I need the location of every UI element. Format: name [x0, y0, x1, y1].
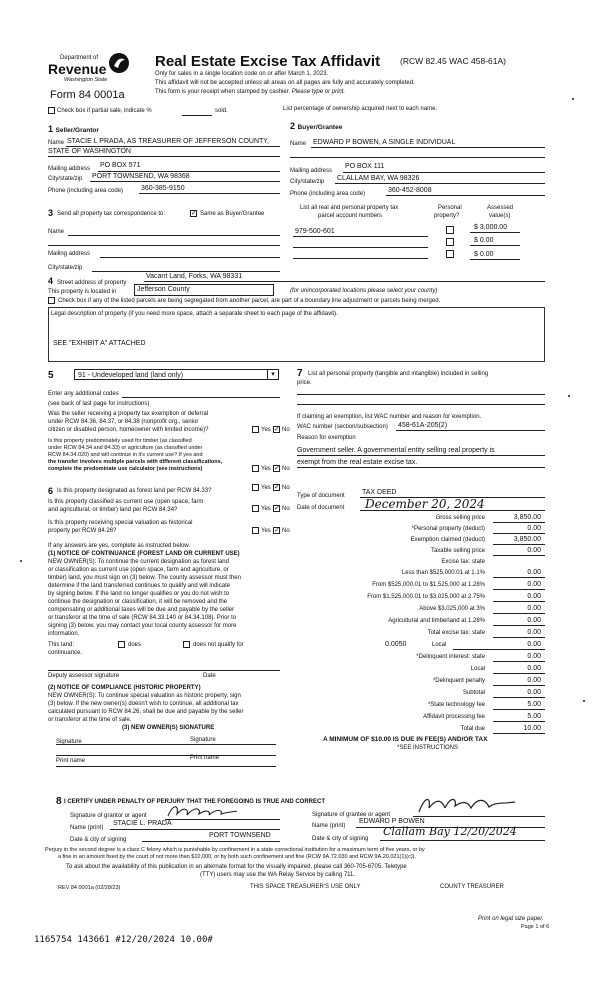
legal-label: Legal description of property (if you need more space, attach a separate sheet to each page of the affidavit).	[51, 311, 338, 317]
exemption-claim-label: If claiming an exemption, list WAC number and reason for exemption.	[297, 414, 482, 420]
notice2-line: or transferor at the time of sale.	[48, 717, 132, 723]
parcel-col3: Assessed	[487, 205, 514, 211]
tax-row-label: Exemption claimed (deduct)	[410, 537, 485, 543]
scan-speck	[572, 98, 574, 100]
deputy-sig-label: Deputy assessor signature	[48, 673, 120, 679]
notice1-line: continue the designation or classification, it will be removed and the	[48, 599, 228, 605]
tax-row-value[interactable]: 0.00	[527, 677, 541, 684]
tax-row-value[interactable]: 0.00	[527, 605, 541, 612]
tax-row-underline	[493, 661, 545, 662]
parcel-value-3[interactable]: $ 0.00	[474, 251, 494, 258]
tax-row-value[interactable]: 0.00	[527, 653, 541, 660]
tax-row-label: Total due	[460, 726, 485, 732]
notice1-line: determine if the land transferred continues to qualify and will indicate	[48, 583, 231, 589]
s6-q2a: Is this property classified as current use (open space, farm	[48, 499, 204, 505]
scan-speck	[568, 395, 570, 397]
new-owner-sig-label-1: Signature	[56, 739, 82, 745]
tax-row-value[interactable]: 0.00	[527, 547, 541, 554]
local-value[interactable]: 0.00	[527, 641, 541, 648]
grantee-date-city-label: Date & city of signing	[312, 836, 369, 842]
tax-row-label: *Personal property (deduct)	[411, 526, 485, 532]
seller-heading: 1 Seller/Grantor	[48, 124, 99, 134]
tax-row-value[interactable]: 0.00	[527, 629, 541, 636]
notice-line3: This form is your receipt when stamped by cashier. Please type or print.	[155, 89, 346, 95]
this-land-label: This land:	[48, 642, 75, 648]
s5-q2c: RCW 84.34.020) and will continue in it's current use? If yes and	[48, 452, 203, 458]
corr-name-label: Name	[48, 229, 65, 235]
section8-num: 8	[56, 796, 62, 807]
tax-row-label: Gross selling price	[435, 515, 485, 521]
dept-line1: Department of	[60, 55, 99, 61]
segregated-checkbox[interactable]	[48, 297, 55, 304]
tax-row-label: From $1,525,000.01 to $3,025,000 at 2.75%	[367, 594, 485, 600]
tax-row-underline	[493, 601, 545, 602]
grantee-signature[interactable]	[415, 794, 520, 816]
land-does-not-checkbox[interactable]	[183, 641, 190, 648]
revenue-logo-icon	[108, 52, 130, 74]
s5-q2-no-label: No	[282, 466, 290, 472]
new-owner-print-label-1: Print name	[56, 758, 86, 764]
grantor-sig-label: Signature of grantor or agent	[70, 813, 147, 819]
tty-line: (TTY) users may use the WA Relay Service by calling 711.	[200, 872, 356, 878]
s5-q2-yes[interactable]	[252, 465, 259, 472]
tax-row-underline	[493, 721, 545, 722]
seller-city-label: City/state/zip	[48, 176, 83, 182]
seller-name-value[interactable]: STACIE L PRADA, AS TREASURER OF JEFFERSON COUNTY,	[67, 138, 270, 145]
tax-row-label: From $525,000.01 to $1,525,000 at 1.28%	[372, 582, 485, 588]
seller-city-value[interactable]: PORT TOWNSEND, WA 98368	[92, 173, 190, 180]
grantor-name-value[interactable]: STACIE L. PRADA	[113, 820, 172, 827]
grantee-sig-label: Signature of grantee or agent	[312, 812, 391, 818]
s6-q1-yes[interactable]	[252, 484, 259, 491]
tax-row-underline	[493, 673, 545, 674]
tax-row-label: *Delinquent penalty	[432, 678, 485, 684]
tax-row-label: Taxable selling price	[430, 548, 485, 554]
tax-row-label: Subtotal	[462, 690, 485, 696]
land-does-label: does	[128, 642, 142, 648]
s6-q2-no[interactable]: ✓	[274, 505, 280, 512]
doc-type-value[interactable]: TAX DEED	[362, 489, 397, 496]
seller-mailing-label: Mailing address	[48, 166, 91, 172]
s5-q2e: complete the predominate use calculator (see instructions)	[48, 466, 203, 472]
alt-format-line: To ask about the availability of this publication in an alternate format for the visually impaired, please call 360-705-6705. Teletype	[66, 864, 407, 870]
wac-label: WAC number (section/subsection)	[297, 424, 388, 430]
tax-row-underline	[493, 577, 545, 578]
s6-q3b: property per RCW 84.26?	[48, 528, 117, 534]
s6-notice1-title: (1) NOTICE OF CONTINUANCE (FOREST LAND OR CURRENT USE)	[48, 551, 240, 557]
reason-line2[interactable]: exempt from the real estate excise tax.	[297, 459, 418, 466]
tax-row-underline	[493, 613, 545, 614]
s6-notice3-title: (3) NEW OWNER(S) SIGNATURE	[122, 725, 215, 731]
form-number: Form 84 0001a	[50, 89, 125, 101]
tax-row-label: *Delinquent interest: state	[416, 654, 485, 660]
tax-row-underline	[493, 697, 545, 698]
s6-complete-below: If any answers are yes, complete as instructed below.	[48, 543, 191, 549]
local-rate-value[interactable]: 0.0050	[385, 641, 407, 648]
section6-num: 6	[48, 486, 54, 496]
tax-row-value[interactable]: 0.00	[527, 665, 541, 672]
section5-num: 5	[48, 370, 54, 381]
notice1-line: or transferor at the time of sale (RCW 84.33.140 or 84.34.108). Prior to	[48, 615, 237, 621]
personal-property-checkbox-2[interactable]	[446, 238, 454, 246]
s6-notice2-title: (2) NOTICE OF COMPLIANCE (HISTORIC PROPERTY)	[48, 685, 201, 691]
seller-name-value-2[interactable]: STATE OF WASHINGTON	[48, 148, 131, 155]
dept-state: Washington State	[64, 77, 108, 83]
new-owner-print-label-2: Print name	[190, 755, 220, 761]
land-use-select[interactable]	[74, 369, 279, 380]
county-treasurer: COUNTY TREASURER	[440, 884, 504, 890]
tax-row-value[interactable]: 0.00	[527, 569, 541, 576]
doc-date-value[interactable]: December 20, 2024	[365, 497, 485, 511]
parcel-value-1[interactable]: $ 3,000.00	[474, 224, 508, 231]
s6-q2-yes-label: Yes	[261, 506, 271, 512]
s5-q1c: citizen or disabled person, homeowner with limited income)?	[48, 427, 209, 433]
parcel-col3b: value(s)	[489, 213, 511, 219]
s5-q1a: Was the seller receiving a property tax exemption or deferral	[48, 411, 209, 417]
seller-phone-label: Phone (including area code)	[48, 188, 124, 194]
buyer-mailing-label: Mailing address	[290, 168, 333, 174]
s5-q1-yes-label: Yes	[261, 427, 271, 433]
form-title: Real Estate Excise Tax Affidavit	[155, 53, 381, 70]
perjury-line2: a fine in an amount fixed by the court of not more than $10,000, or by both such confinement and fine (RCW 9A.72.030 and RCW 9A.20.021(1)(c)).	[58, 854, 417, 860]
new-owner-sig-label-2: Signature	[190, 737, 216, 743]
s5-q2-no[interactable]: ✓	[274, 465, 280, 472]
tax-row-value[interactable]: 5.00	[527, 701, 541, 708]
s5-q2b: under RCW 84.34 and 84.33) or agriculture (as classified under	[48, 445, 203, 451]
tax-row-underline	[493, 533, 545, 534]
personal-property-checkbox-3[interactable]	[446, 250, 454, 258]
buyer-phone-label: Phone (including area code)	[290, 191, 366, 197]
wac-value[interactable]: 458-61A-205(2)	[398, 422, 448, 429]
legal-value: SEE "EXHIBIT A" ATTACHED	[53, 340, 146, 347]
land-use-value: 91 - Undeveloped land (land only)	[78, 372, 184, 379]
s6-q1-no[interactable]: ✓	[274, 484, 280, 491]
notice2-line: NEW OWNER(S): To continue special valuation as historic property, sign	[48, 693, 241, 699]
notice2-line: (3) below. If the new owner(s) doesn't wish to continue, all additional tax	[48, 701, 239, 707]
buyer-heading: 2 Buyer/Grantee	[290, 121, 343, 131]
doc-date-label: Date of document	[297, 505, 345, 511]
section7-heading: List all personal property (tangible and intangible) included in selling	[308, 371, 489, 377]
s5-q2-yes-label: Yes	[261, 466, 271, 472]
s6-q3-yes-label: Yes	[261, 528, 271, 534]
notice1-line: NEW OWNER(S): To continue the current designation as forest land	[48, 559, 229, 565]
correspondence-num: 3	[48, 208, 54, 218]
notice1-line: or classification as current use (open space, farm and agriculture, or	[48, 567, 229, 573]
tax-row-underline	[493, 544, 545, 545]
scan-speck	[583, 700, 585, 702]
grantor-signature[interactable]	[165, 802, 240, 820]
doc-type-label: Type of document	[297, 493, 345, 499]
s5-q1-yes[interactable]	[252, 426, 259, 433]
grantor-date-city-label: Date & city of signing	[70, 837, 127, 843]
parcel-col2b: property?	[434, 213, 460, 219]
notice-line1: Only for sales in a single location code on or after March 1, 2023.	[155, 71, 329, 77]
land-does-not-label: does not qualify for	[193, 642, 244, 648]
tax-row-value[interactable]: 10.00	[523, 725, 541, 732]
tax-row-label: *State technology fee	[427, 702, 485, 708]
notice-line2: This affidavit will not be accepted unless all areas on all pages are fully and accurately completed.	[155, 80, 415, 86]
parcel-col1: List all real and personal property tax	[300, 205, 399, 211]
partial-sale-label: Check box if partial sale, indicate %	[57, 108, 152, 114]
s6-q3-yes[interactable]	[252, 527, 259, 534]
page-number: Page 1 of 6	[521, 924, 550, 930]
form-rcw: (RCW 82.45 WAC 458-61A)	[400, 56, 506, 66]
tax-row-label: Local	[470, 666, 485, 672]
notice1-line: timber) land, you must sign on (3) below. The county assessor must then	[48, 575, 241, 581]
seller-mailing-value[interactable]: PO BOX 571	[100, 162, 141, 169]
tax-row-underline	[493, 555, 545, 556]
same-as-buyer-checkbox[interactable]: ✓	[191, 210, 197, 217]
treasurer-use: THIS SPACE TREASURER'S USE ONLY	[250, 884, 361, 890]
tax-row-underline	[493, 625, 545, 626]
ownership-note: List percentage of ownership acquired next to each name.	[283, 106, 438, 112]
s5-q1-no-label: No	[282, 427, 290, 433]
continuance-label: continuance.	[48, 650, 83, 656]
s5-q1-no[interactable]: ✓	[274, 426, 280, 433]
tax-row-underline	[493, 637, 545, 638]
local-underline	[453, 649, 493, 650]
local-label: Local	[432, 642, 447, 648]
tax-row-label: Total excise tax: state	[427, 630, 485, 636]
tax-row-underline	[493, 522, 545, 523]
buyer-phone-value[interactable]: 360-452-8008	[388, 187, 432, 194]
dept-revenue: Revenue	[48, 61, 107, 77]
parcel-account-1[interactable]: 979-500-601	[295, 228, 335, 235]
buyer-city-value[interactable]: CLALLAM BAY, WA 98326	[337, 175, 420, 182]
seller-phone-value[interactable]: 360-385-9150	[141, 185, 185, 192]
notice1-line: by signing below. If the land no longer qualifies or you do not wish to	[48, 591, 230, 597]
personal-property-checkbox-1[interactable]	[446, 226, 454, 234]
s6-q1-no-label: No	[282, 485, 290, 491]
header	[0, 0, 600, 101]
perjury-line1: Perjury in the second degree is a class C felony which is punishable by confinement in a state correctional institution for a maximum term of five years, or by	[45, 847, 425, 853]
tax-row-value[interactable]: 3,850.00	[513, 536, 541, 543]
grantor-name-label: Name (print)	[70, 825, 104, 831]
reason-line1[interactable]: Government seller. A governmental entity selling real property is	[297, 447, 495, 454]
tax-row-value[interactable]: 0.00	[527, 593, 541, 600]
additional-codes: Enter any additional codes	[48, 391, 119, 397]
located-label: This property is located in	[48, 289, 117, 295]
s5-q2d: the transfer involves multiple parcels with different classifications,	[48, 459, 223, 465]
tax-row-label: Agricultural and timberland at 1.28%	[388, 618, 485, 624]
street-label: Street address of property	[57, 280, 127, 286]
reason-label: Reason for exemption	[297, 435, 356, 441]
tax-row-value[interactable]: 3,850.00	[513, 514, 541, 521]
corr-mailing-label: Mailing address	[48, 251, 91, 257]
corr-city-label: City/state/zip	[48, 265, 83, 271]
s6-q2-yes[interactable]	[252, 505, 259, 512]
tax-row-label: Above $3,025,000 at 3%	[419, 606, 485, 612]
notice1-line: signing (3) below, you may contact your local county assessor for more	[48, 623, 237, 629]
tax-row-value[interactable]: 0.00	[527, 525, 541, 532]
unincorp-note: (for unincorporated locations please select your county)	[290, 288, 438, 294]
notice1-line: compensating or additional taxes will be due and payable by the seller	[48, 607, 235, 613]
recording-stamp: 1165754 143661 #12/20/2024 10.00#	[34, 935, 213, 945]
tax-row-value[interactable]: 0.00	[527, 689, 541, 696]
section7-num: 7	[297, 368, 303, 379]
s6-q2-no-label: No	[282, 506, 290, 512]
legal-size-note: Print on legal size paper.	[478, 916, 544, 922]
notice2-line: calculated pursuant to RCW 84.26, shall be due and payable by the seller	[48, 709, 244, 715]
grantee-name-label: Name (print)	[312, 823, 346, 829]
same-as-buyer-label: Same as Buyer/Grantee	[200, 211, 265, 217]
seller-name-label: Name	[48, 140, 65, 146]
s6-q3a: Is this property receiving special valuation as historical	[48, 520, 193, 526]
buyer-name-value[interactable]: EDWARD P BOWEN, A SINGLE INDIVIDUAL	[313, 139, 456, 146]
segregated-note: Check box if any of the listed parcels are being segregated from another parcel, are part of a boundary line adjustment or parcels being merged.	[58, 298, 441, 304]
parcel-col1b: parcel account numbers	[318, 213, 383, 219]
certify-statement: I CERTIFY UNDER PENALTY OF PERJURY THAT THE FOREGOING IS TRUE AND CORRECT	[64, 799, 326, 805]
street-value[interactable]: Vacant Land, Forks, WA 98331	[146, 273, 243, 280]
tax-row-underline	[493, 733, 545, 734]
grantee-name-value[interactable]: EDWARD P BOWEN	[359, 818, 425, 825]
notice1-line: information.	[48, 631, 80, 637]
tax-row-label: Excise tax: state	[441, 559, 485, 565]
s5-q2a: Is this property predominately used for timber (as classified	[48, 438, 192, 444]
tax-row-underline	[493, 589, 545, 590]
minimum-due-notice: A MINIMUM OF $10.00 IS DUE IN FEE(S) AND/OR TAX	[323, 736, 488, 743]
partial-sold: sold.	[215, 108, 228, 114]
deputy-date-label: Date	[203, 673, 216, 679]
tax-row-value[interactable]: 0.00	[527, 581, 541, 588]
see-instructions: *SEE INSTRUCTIONS	[397, 745, 459, 751]
buyer-name-label: Name	[290, 141, 307, 147]
buyer-city-label: City/state/zip	[290, 179, 325, 185]
county-value: Jefferson County	[137, 286, 190, 293]
tax-row-underline	[493, 685, 545, 686]
s6-q1-yes-label: Yes	[261, 485, 271, 491]
grantor-city-value[interactable]: PORT TOWNSEND	[209, 832, 271, 839]
s5-q1b: under RCW 84.36, 84.37, or 84.38 (nonprofit org., senior	[48, 419, 199, 425]
s6-q1: Is this property designated as forest land per RCW 84.33?	[57, 488, 212, 494]
s6-q3-no-label: No	[282, 528, 290, 534]
location-num: 4	[48, 276, 54, 286]
tax-row-underline	[493, 709, 545, 710]
tax-row-label: Less than $525,000.01 at 1.1%	[401, 570, 485, 576]
tax-table	[297, 515, 545, 790]
partial-sale-checkbox[interactable]	[48, 107, 55, 114]
land-does-checkbox[interactable]	[118, 641, 125, 648]
tax-row-label: Affidavit processing fee	[423, 714, 485, 720]
local-value-underline	[493, 649, 545, 650]
chevron-down-icon[interactable]: ▾	[267, 370, 278, 379]
parcel-col2: Personal	[438, 205, 462, 211]
section7-heading2: price.	[297, 380, 312, 386]
rev-code: REV 84 0001a (02/28/23)	[58, 885, 121, 891]
buyer-mailing-value[interactable]: PO BOX 111	[345, 163, 385, 170]
see-back: (see back of last page for instructions)	[48, 401, 150, 407]
tax-row-value[interactable]: 0.00	[527, 617, 541, 624]
correspondence-label: Send all property tax correspondence to:	[57, 211, 166, 217]
tax-row-value[interactable]: 5.00	[527, 713, 541, 720]
s6-q2b: and agricultural, or timber) land per RCW 84.34?	[48, 507, 178, 513]
parcel-value-2[interactable]: $ 0.00	[474, 237, 494, 244]
legal-description-box[interactable]	[48, 307, 545, 362]
scan-speck	[20, 560, 22, 562]
s6-q3-no[interactable]: ✓	[274, 527, 280, 534]
grantee-city-value[interactable]: Clallam Bay 12/20/2024	[383, 825, 517, 838]
